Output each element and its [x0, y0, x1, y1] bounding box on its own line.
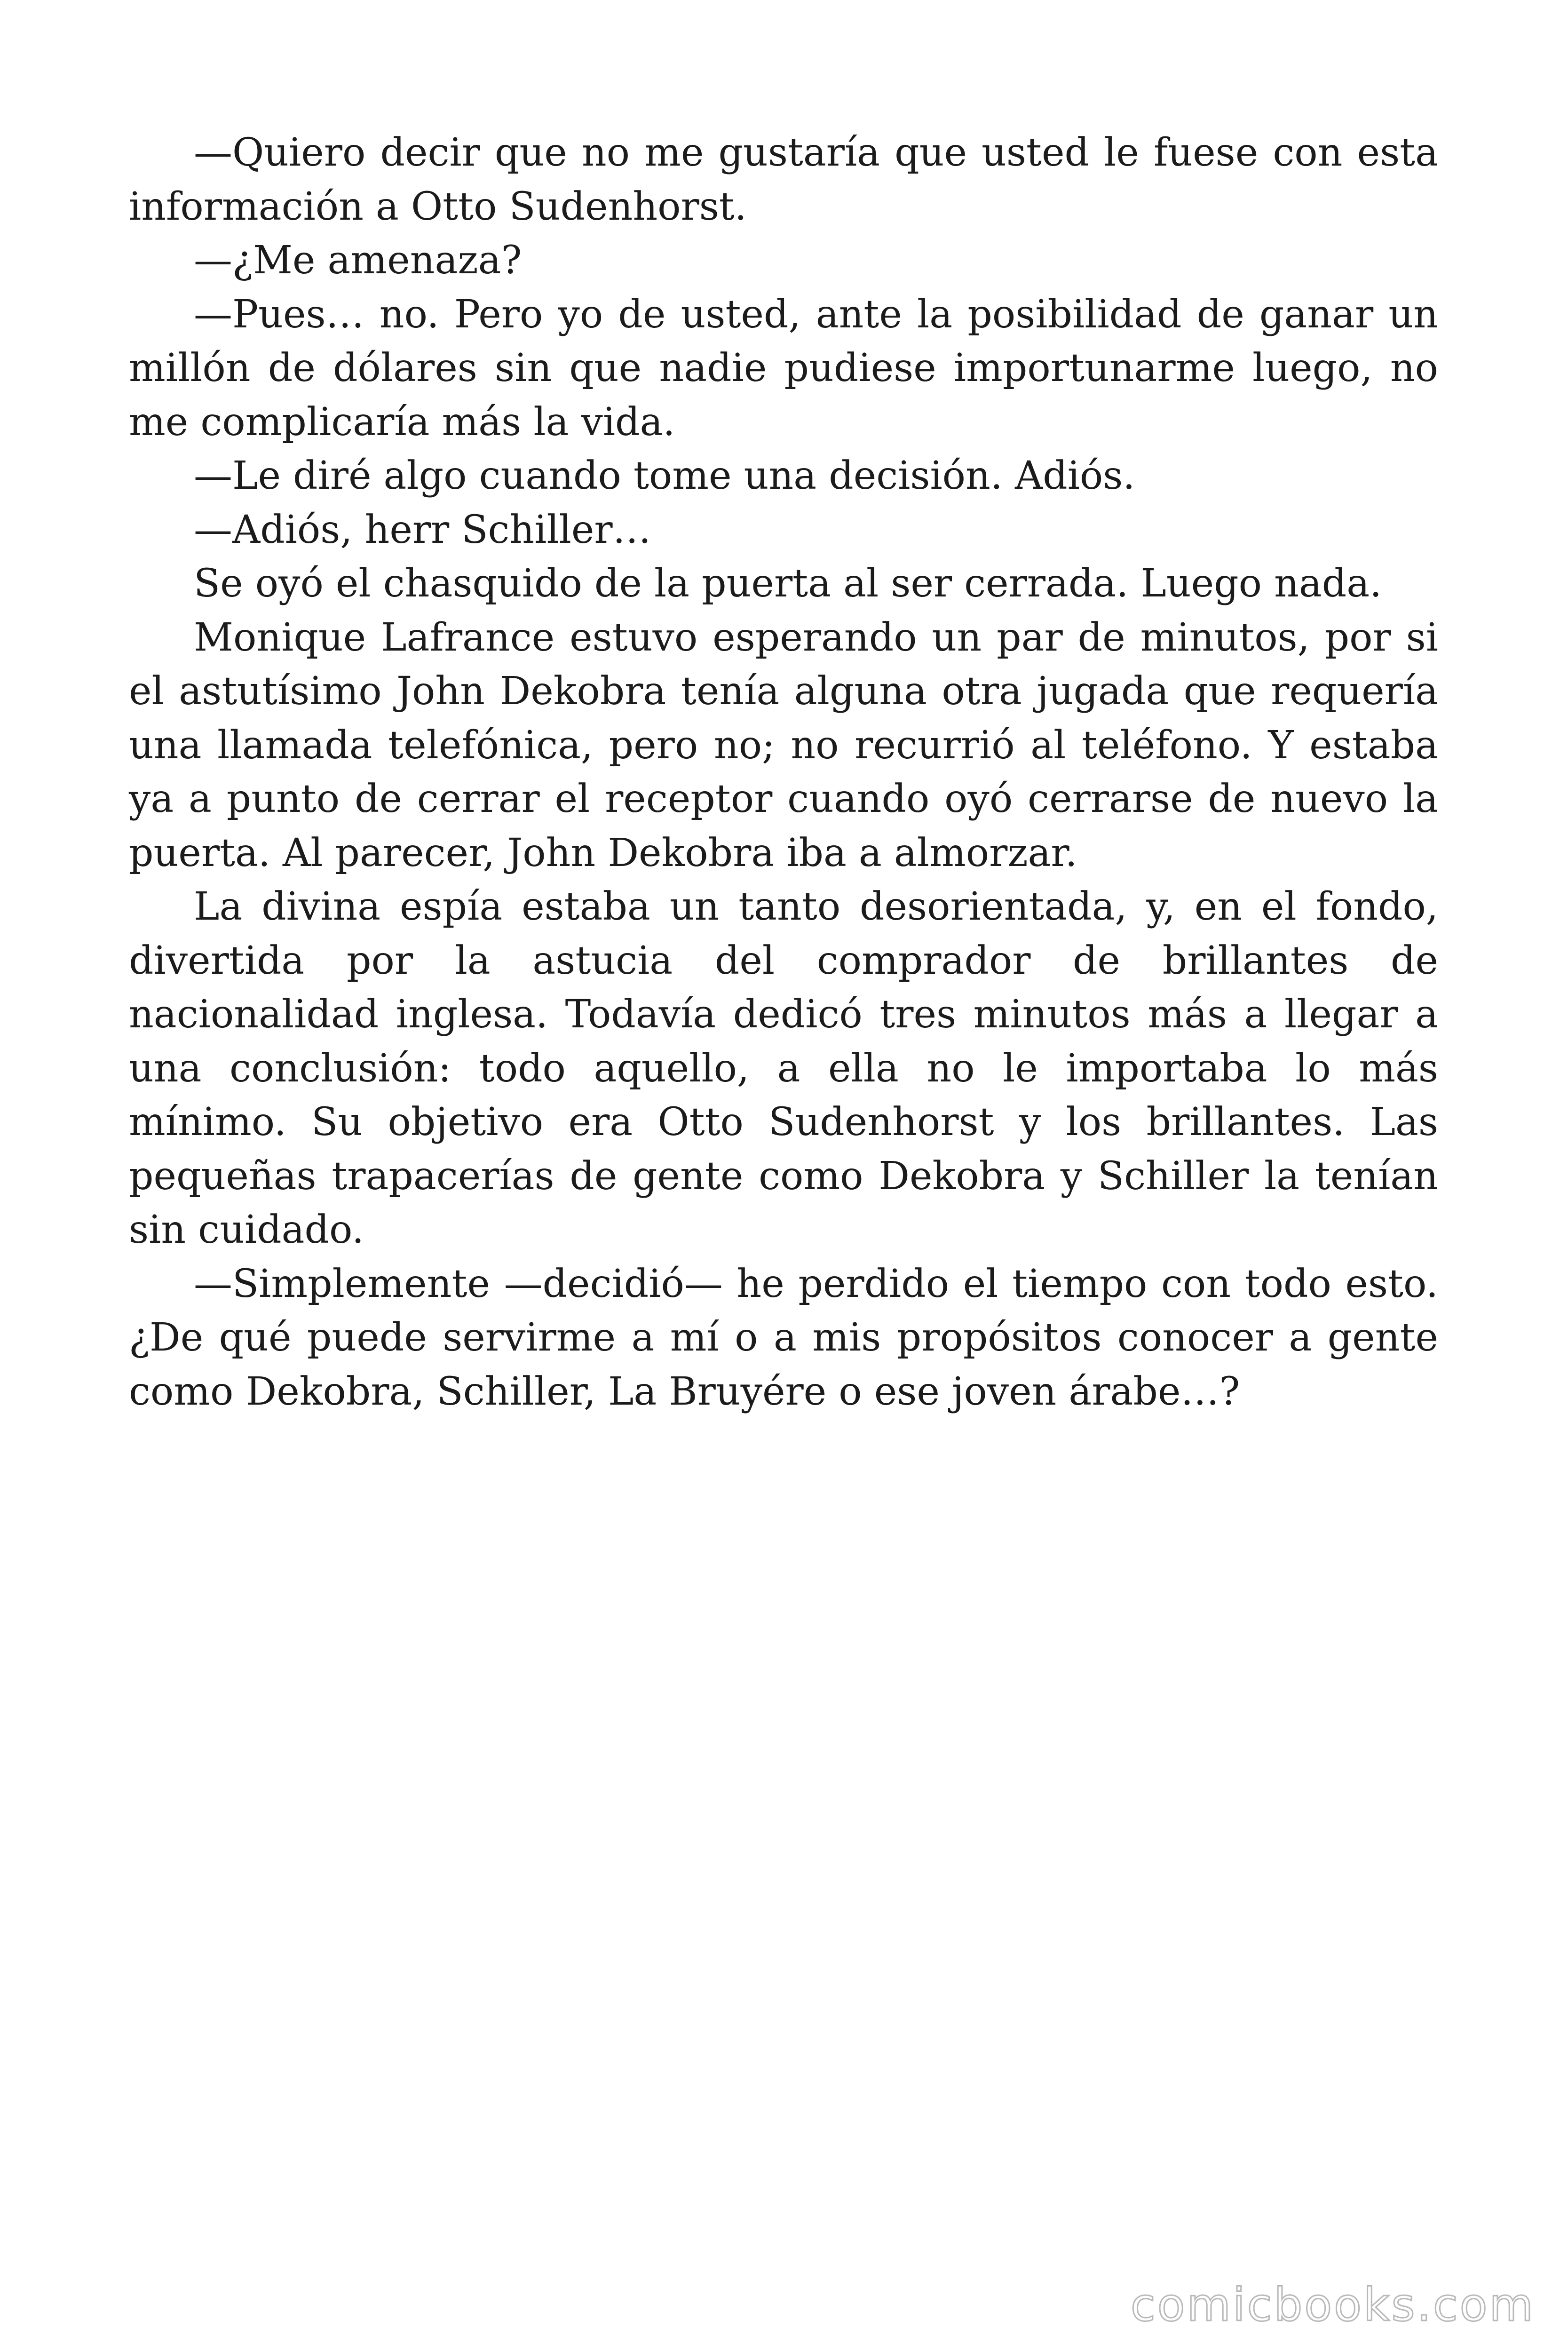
paragraph: —Adiós, herr Schiller…: [194, 507, 651, 552]
paragraph: La divina espía estaba un tanto desorientada, y, en el fondo, divertida por la astucia del comprador de brillantes de nacionalidad inglesa. Todavía dedicó tres minutos más a llegar a una conclusión: todo aquello, a ella no le importaba lo más mínimo. Su objetivo era Otto Sudenhorst y los brillantes. Las pequeñas trapacerías de gente como Dekobra y Schiller la tenían sin cuidado.: [129, 884, 1438, 1252]
paragraph: —Pues… no. Pero yo de usted, ante la posibilidad de ganar un millón de dólares sin que nadie pudiese importunarme luego, no me complicaría más la vida.: [129, 292, 1438, 445]
paragraph: —Le diré algo cuando tome una decisión. Adiós.: [194, 453, 1135, 498]
watermark: comicbooks.com: [1130, 2279, 1535, 2331]
paragraph: —Simplemente —decidió— he perdido el tiempo con todo esto. ¿De qué puede servirme a mí o a mis propósitos conocer a gente como Dekobra, Schiller, La Bruyére o ese joven árabe…?: [129, 1261, 1438, 1414]
body-text: [129, 126, 1438, 1419]
paragraph: Se oyó el chasquido de la puerta al ser cerrada. Luego nada.: [194, 561, 1382, 606]
paragraph: —¿Me amenaza?: [194, 238, 522, 283]
paragraph: —Quiero decir que no me gustaría que usted le fuese con esta información a Otto Sudenhorst.: [129, 130, 1438, 229]
paragraph: Monique Lafrance estuvo esperando un par de minutos, por si el astutísimo John Dekobra tenía alguna otra jugada que requería una llamada telefónica, pero no; no recurrió al teléfono. Y estaba ya a punto de cerrar el receptor cuando oyó cerrarse de nuevo la puerta. Al parecer, John Dekobra iba a almorzar.: [129, 615, 1438, 875]
